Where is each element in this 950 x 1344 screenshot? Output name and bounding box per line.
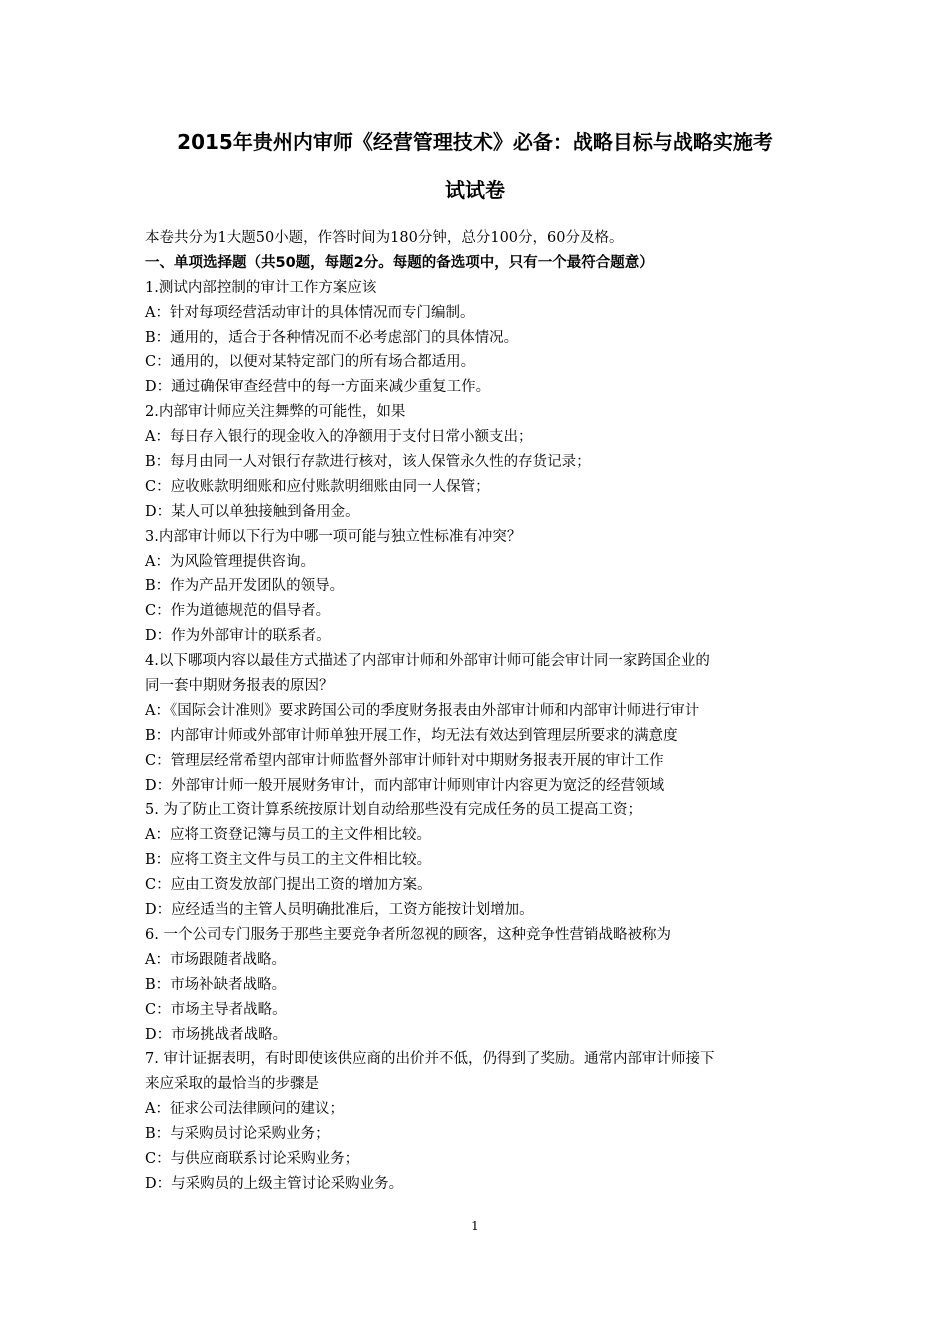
option-b: B：与采购员讨论采购业务； (145, 1126, 330, 1143)
option-a: A：针对每项经营活动审计的具体情况而专门编制。 (145, 304, 475, 321)
question-4 (145, 649, 815, 798)
question-text: 4.以下哪项内容以最佳方式描述了内部审计师和外部审计师可能会审计同一家跨国企业的 (145, 653, 710, 670)
question-text: 1.测试内部控制的审计工作方案应该 (145, 279, 377, 296)
option-c: C：应收账款明细账和应付账款明细账由同一人保管； (145, 478, 490, 495)
option-c: C：作为道德规范的倡导者。 (145, 603, 331, 620)
option-d: D：作为外部审计的联系者。 (145, 628, 331, 645)
question-5 (145, 798, 815, 922)
option-d: D：外部审计师一般开展财务审计，而内部审计师则审计内容更为宽泛的经营领域 (145, 777, 665, 794)
question-text: 6. 一个公司专门服务于那些主要竞争者所忽视的顾客，这种竞争性营销战略被称为 (145, 926, 671, 943)
question-text: 3.内部审计师以下行为中哪一项可能与独立性标准有冲突？ (145, 528, 522, 545)
question-text: 2.内部审计师应关注舞弊的可能性，如果 (145, 404, 406, 421)
option-d: D：市场挑战者战略。 (145, 1026, 288, 1043)
option-a: A：征求公司法律顾问的建议； (145, 1101, 344, 1118)
option-c: C：与供应商联系讨论采购业务； (145, 1150, 360, 1167)
question-text-continued: 来应采取的最恰当的步骤是 (145, 1076, 319, 1093)
option-b: B：市场补缺者战略。 (145, 976, 287, 993)
option-c: C：市场主导者战略。 (145, 1001, 287, 1018)
option-b: B：应将工资主文件与员工的主文件相比较。 (145, 852, 432, 869)
option-c: C：应由工资发放部门提出工资的增加方案。 (145, 877, 432, 894)
option-b: B：内部审计师或外部审计师单独开展工作，均无法有效达到管理层所要求的满意度 (145, 727, 678, 744)
option-a: A：每日存入银行的现金收入的净额用于支付日常小额支出； (145, 429, 533, 446)
document-title-line-1: 2015年贵州内审师《经营管理技术》必备：战略目标与战略实施考 (177, 130, 773, 154)
question-1 (145, 276, 815, 400)
question-text-continued: 同一套中期财务报表的原因？ (145, 678, 334, 695)
document-body (145, 226, 815, 1197)
question-text: 5. 为了防止工资计算系统按原计划自动给那些没有完成任务的员工提高工资； (145, 802, 642, 819)
question-7 (145, 1047, 815, 1196)
option-d: D：应经适当的主管人员明确批准后，工资方能按计划增加。 (145, 902, 534, 919)
option-b: B：通用的，适合于各种情况而不必考虑部门的具体情况。 (145, 329, 519, 346)
option-d: D：与采购员的上级主管讨论采购业务。 (145, 1175, 404, 1192)
option-a: A：应将工资登记簿与员工的主文件相比较。 (145, 827, 431, 844)
exam-intro: 本卷共分为1大题50小题，作答时间为180分钟，总分100分，60分及格。 (145, 230, 624, 246)
option-a: A：《国际会计准则》要求跨国公司的季度财务报表由外部审计师和内部审计师进行审计 (145, 702, 700, 719)
page-number: 1 (471, 1219, 479, 1233)
section-heading: 一、单项选择题（共50题，每题2分。每题的备选项中，只有一个最符合题意） (145, 254, 654, 271)
document-title-line-2: 试试卷 (445, 178, 505, 202)
option-d: D：某人可以单独接触到备用金。 (145, 503, 360, 520)
question-2 (145, 400, 815, 524)
option-b: B：作为产品开发团队的领导。 (145, 578, 345, 595)
option-d: D：通过确保审查经营中的每一方面来减少重复工作。 (145, 379, 491, 396)
question-3 (145, 525, 815, 649)
question-text: 7. 审计证据表明，有时即使该供应商的出价并不低，仍得到了奖励。通常内部审计师接下 (145, 1051, 715, 1068)
option-c: C：管理层经常希望内部审计师监督外部审计师针对中期财务报表开展的审计工作 (145, 752, 664, 769)
question-6 (145, 923, 815, 1047)
option-a: A：为风险管理提供咨询。 (145, 553, 315, 570)
option-a: A：市场跟随者战略。 (145, 951, 286, 968)
option-c: C：通用的，以便对某特定部门的所有场合都适用。 (145, 354, 476, 371)
option-b: B：每月由同一人对银行存款进行核对，该人保管永久性的存货记录； (145, 454, 591, 471)
